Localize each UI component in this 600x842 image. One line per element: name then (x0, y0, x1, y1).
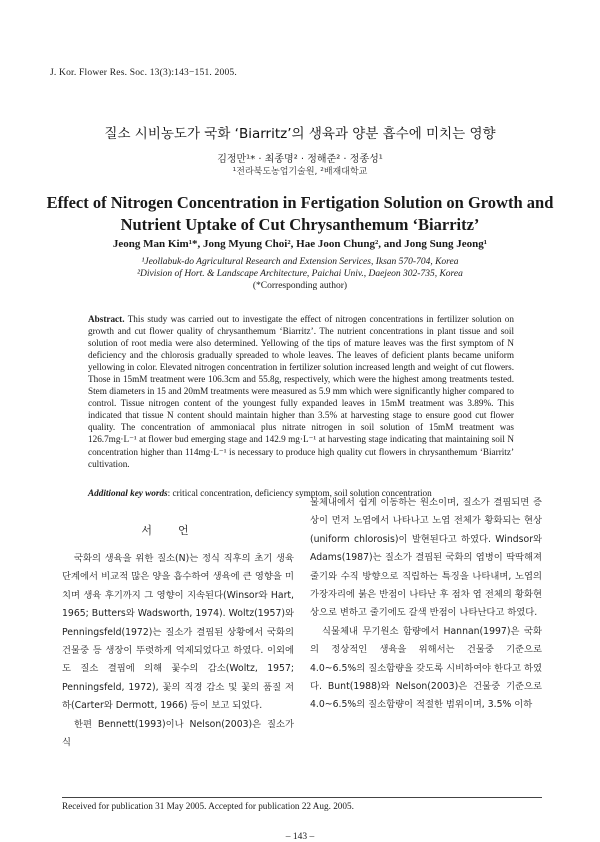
body-column-left (62, 550, 294, 752)
korean-authors: 김정만¹* · 최종명² · 정해준² · 정종성¹ (217, 154, 383, 165)
body-paragraph: 식물체내 무기원소 함량에서 Hannan(1997)은 국화의 정상적인 생육을 위해서는 건물중 기준으로 4.0~6.5%의 질소함량을 갖도록 시비하여야 한다고 하였다. Bunt(1988)와 Nelson(2003)은 건물중 기준으로 4.0~6.5%의 질소함량이 적절한 범위이며, 3.5% 이하 (310, 625, 542, 711)
corresponding-author-note: (*Corresponding author) (252, 281, 348, 291)
korean-title: 질소 시비농도가 국화 ‘Biarritz’의 생육과 양분 흡수에 미치는 영향 (104, 126, 496, 142)
journal-citation: J. Kor. Flower Res. Soc. 13(3):143−151. 2005. (50, 68, 237, 78)
abstract-text: This study was carried out to investigate the effect of nitrogen concentrations in fertilizer solution on growth and cut flower quality of chrysanthemum ‘Biarritz’. The nutrient concentrations in plant tissue and soil solution of root media were also determined. Yellowing of the tips of mature leaves was the first symptom of N deficiency and the chlorosis gradually spreaded to whole leaves. The leaves of deficient plants became uniform yellowing in color. Elevated nitrogen concentration in fertilizer solution increased length and weight of cut flowers. Those in 15mM treatment were 106.3cm and 55.8g, respectively, which were the highest among treatments tested. Stem diameters in 15 and 20mM treatments were measured as 5.9 mm which were significantly higher compared to control. Tissue nitrogen content of the youngest fully expanded leaves in 15mM treatment was 3.89%. This indicated that tissue N content should maintain higher than 3.5% at harvesting stage to ensure good cut flower quality. The concentration of ammoniacal plus nitrate nitrogen in soil solution of 15mM treatment was 126.7mg·L⁻¹ at flower bud emerging stage and 142.9 mg·L⁻¹ at harvesting stage indicating that maintaining soil N concentration higher than 114mg·L⁻¹ is necessary to produce high quality cut flowers in chrysanthemum ‘Biarritz’ cultivation. (88, 314, 514, 469)
received-note: Received for publication 31 May 2005. Accepted for publication 22 Aug. 2005. (62, 801, 354, 811)
korean-affiliation: ¹전라북도농업기술원, ²배재대학교 (232, 167, 368, 177)
section-heading-introduction: 서언 (141, 524, 215, 537)
body-column-right (310, 494, 542, 715)
page-number: – 143 – (285, 832, 315, 842)
keywords-label: Additional key words (88, 488, 168, 498)
english-title: Effect of Nitrogen Concentration in Fertigation Solution on Growth and Nutrient Uptake of Cut Chrysanthemum ‘Biarritz’ (46, 193, 554, 234)
english-authors: Jeong Man Kim¹*, Jong Myung Choi², Hae Joon Chung², and Jong Sung Jeong¹ (112, 238, 488, 250)
body-paragraph: 한편 Bennett(1993)이나 Nelson(2003)은 질소가 식 (62, 718, 294, 749)
english-affiliation-1: ¹Jeollabuk-do Agricultural Research and Extension Services, Iksan 570-704, Korea (141, 257, 459, 267)
body-paragraph: 국화의 생육을 위한 질소(N)는 정식 직후의 초기 생육단계에서 비교적 많은 양을 흡수하여 생육에 큰 영향을 미치며 생육 후기까지 그 영향이 지속된다(Winsor와 Hart, 1965; Butters와 Wadsworth, 1974). Woltz(1957)와 Penningsfeld(1972)는 질소가 결핍된 상황에서 국화의 건물중 등 생장이 뚜렷하게 억제되었다고 하였다. 이외에도 질소 결핍에 의해 꽃수의 감소(Woltz, 1957; Penningsfeld, 1972), 꽃의 직경 감소 및 꽃의 품질 저하(Carter와 Dermott, 1966) 등이 보고 되었다. (62, 553, 294, 712)
abstract-label: Abstract. (88, 314, 125, 324)
body-paragraph-continued: 물체내에서 쉽게 이동하는 원소이며, 질소가 결핍되면 증상이 먼저 노엽에서 나타나고 노엽 전체가 황화되는 현상(uniform chlorosis)이 발현된다고 하였다. Windsor와 Adams(1987)는 질소가 결핍된 국화의 엽병이 딱딱해져 줄기와 수직 방향으로 직립하는 특징을 나타내며, 노엽의 가장자리에 붉은 반점이 나타난 후 점차 엽 전체의 황화현상으로 변하고 줄기에도 갈색 반점이 나타난다고 하였다. (310, 497, 542, 619)
abstract (88, 313, 514, 470)
keywords-text: : critical concentration, deficiency symptom, soil solution concentration (167, 488, 432, 498)
english-affiliation-2: ²Division of Hort. & Landscape Architecture, Paichai Univ., Daejeon 302-735, Korea (137, 269, 463, 279)
footnote-divider (62, 797, 542, 798)
